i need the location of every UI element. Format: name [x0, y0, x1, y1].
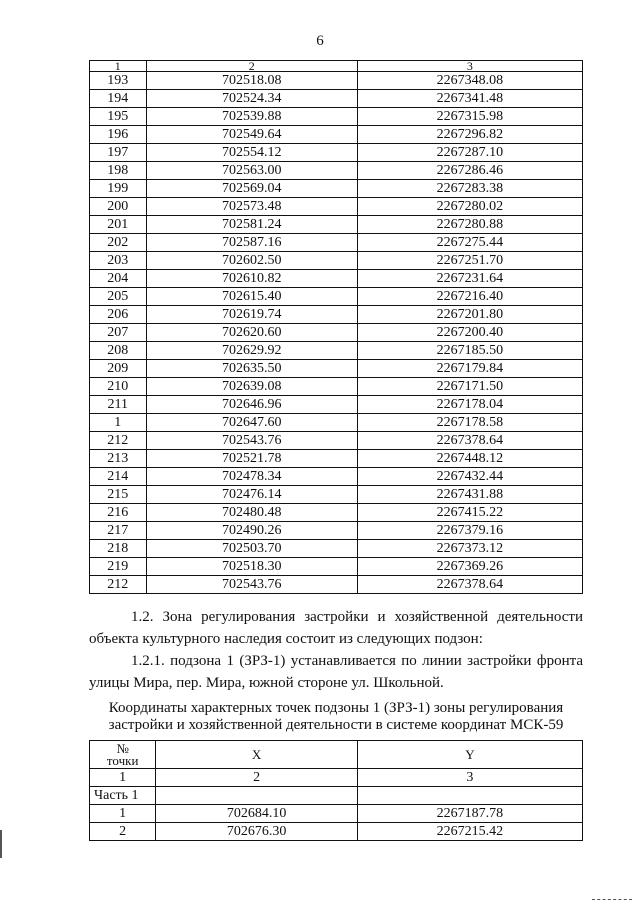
point-number-cell: 199	[90, 180, 147, 198]
table-row	[90, 486, 583, 504]
y-coordinate-cell: 2267448.12	[357, 450, 582, 468]
table-row	[90, 342, 583, 360]
point-number-cell: 203	[90, 252, 147, 270]
x-coordinate-cell: 702602.50	[146, 252, 357, 270]
header-cell: 1	[90, 61, 147, 72]
header-cell: 2	[146, 61, 357, 72]
x-coordinate-cell: 702490.26	[146, 522, 357, 540]
y-coordinate-cell: 2267348.08	[357, 72, 582, 90]
table-row	[90, 288, 583, 306]
x-coordinate-cell: 702563.00	[146, 162, 357, 180]
part-label: Часть 1	[90, 787, 156, 805]
x-coordinate-cell: 702543.76	[146, 432, 357, 450]
table-row	[90, 396, 583, 414]
point-number-cell: 218	[90, 540, 147, 558]
point-number-cell: 202	[90, 234, 147, 252]
x-coordinate-cell: 702587.16	[146, 234, 357, 252]
x-coordinate-cell: 702646.96	[146, 396, 357, 414]
empty-cell	[156, 787, 358, 805]
y-coordinate-cell: 2267231.64	[357, 270, 582, 288]
point-number-cell: 212	[90, 576, 147, 594]
table-row	[90, 823, 583, 841]
y-coordinate-cell: 2267296.82	[357, 126, 582, 144]
x-coordinate-cell: 702521.78	[146, 450, 357, 468]
point-number-cell: 212	[90, 432, 147, 450]
x-coordinate-cell: 702554.12	[146, 144, 357, 162]
subzone-index-row	[90, 769, 583, 787]
point-number-cell: 198	[90, 162, 147, 180]
x-coordinate-cell: 702639.08	[146, 378, 357, 396]
y-coordinate-cell: 2267415.22	[357, 504, 582, 522]
paragraph-subzone-description: 1.2.1. подзона 1 (ЗРЗ-1) устанавливается по линии застройки фронта улицы Мира, пер. Мира, южной стороне ул. Школьной.	[89, 653, 583, 691]
subzone-header-row	[90, 741, 583, 769]
point-number-header-line: точки	[106, 752, 139, 768]
point-number-cell: 219	[90, 558, 147, 576]
subzone-table-body	[90, 741, 583, 841]
x-coordinate-cell: 702647.60	[146, 414, 357, 432]
point-number-header-line: №	[116, 740, 129, 756]
table-row	[90, 414, 583, 432]
point-number-cell: 205	[90, 288, 147, 306]
table-row	[90, 72, 583, 90]
x-coordinate-cell: 702676.30	[156, 823, 358, 841]
point-number-cell: 217	[90, 522, 147, 540]
point-number-cell: 196	[90, 126, 147, 144]
x-coordinate-cell: 702684.10	[156, 805, 358, 823]
section-title	[89, 700, 583, 734]
x-coordinate-cell: 702615.40	[146, 288, 357, 306]
y-coordinate-cell: 2267378.64	[357, 432, 582, 450]
y-coordinate-cell: 2267171.50	[357, 378, 582, 396]
coordinates-table-body	[90, 61, 583, 594]
table-row	[90, 522, 583, 540]
point-number-cell: 195	[90, 108, 147, 126]
point-number-header	[90, 741, 156, 769]
y-coordinate-cell: 2267280.02	[357, 198, 582, 216]
x-coordinate-cell: 702539.88	[146, 108, 357, 126]
table-row	[90, 504, 583, 522]
table-row	[90, 306, 583, 324]
table-row	[90, 252, 583, 270]
table-row	[90, 198, 583, 216]
section-title-line: застройки и хозяйственной деятельности в системе координат МСК-59	[108, 717, 564, 733]
table-row	[90, 270, 583, 288]
table-row	[90, 108, 583, 126]
point-number-cell: 1	[90, 414, 147, 432]
table-row	[90, 468, 583, 486]
page-number: 6	[316, 33, 324, 49]
y-coordinate-cell: 2267178.04	[357, 396, 582, 414]
x-coordinate-cell: 702620.60	[146, 324, 357, 342]
x-coordinate-cell: 702635.50	[146, 360, 357, 378]
point-number-cell: 200	[90, 198, 147, 216]
point-number-cell: 210	[90, 378, 147, 396]
point-number-cell: 194	[90, 90, 147, 108]
x-coordinate-cell: 702549.64	[146, 126, 357, 144]
point-number-cell: 213	[90, 450, 147, 468]
y-header: Y	[357, 741, 582, 769]
x-coordinate-cell: 702518.30	[146, 558, 357, 576]
table-row	[90, 432, 583, 450]
table-row	[90, 180, 583, 198]
x-coordinate-cell: 702543.76	[146, 576, 357, 594]
y-coordinate-cell: 2267379.16	[357, 522, 582, 540]
table-row	[90, 576, 583, 594]
y-coordinate-cell: 2267200.40	[357, 324, 582, 342]
point-number-cell: 1	[90, 805, 156, 823]
x-coordinate-cell: 702573.48	[146, 198, 357, 216]
index-cell: 3	[357, 769, 582, 787]
table-row	[90, 90, 583, 108]
coordinates-header-row	[90, 61, 583, 72]
y-coordinate-cell: 2267187.78	[357, 805, 582, 823]
point-number-cell: 209	[90, 360, 147, 378]
table-row	[90, 450, 583, 468]
y-coordinate-cell: 2267275.44	[357, 234, 582, 252]
empty-cell	[357, 787, 582, 805]
point-number-cell: 207	[90, 324, 147, 342]
y-coordinate-cell: 2267179.84	[357, 360, 582, 378]
y-coordinate-cell: 2267283.38	[357, 180, 582, 198]
x-coordinate-cell: 702518.08	[146, 72, 357, 90]
y-coordinate-cell: 2267287.10	[357, 144, 582, 162]
y-coordinate-cell: 2267378.64	[357, 576, 582, 594]
table-row	[90, 324, 583, 342]
index-cell: 1	[90, 769, 156, 787]
table-row	[90, 234, 583, 252]
point-number-cell: 204	[90, 270, 147, 288]
point-number-cell: 214	[90, 468, 147, 486]
x-coordinate-cell: 702476.14	[146, 486, 357, 504]
x-coordinate-cell: 702619.74	[146, 306, 357, 324]
point-number-cell: 215	[90, 486, 147, 504]
y-coordinate-cell: 2267201.80	[357, 306, 582, 324]
table-row	[90, 144, 583, 162]
y-coordinate-cell: 2267369.26	[357, 558, 582, 576]
point-number-cell: 208	[90, 342, 147, 360]
table-row	[90, 360, 583, 378]
y-coordinate-cell: 2267373.12	[357, 540, 582, 558]
y-coordinate-cell: 2267431.88	[357, 486, 582, 504]
table-row	[90, 378, 583, 396]
x-coordinate-cell: 702581.24	[146, 216, 357, 234]
x-coordinate-cell: 702524.34	[146, 90, 357, 108]
table-row	[90, 162, 583, 180]
x-coordinate-cell: 702629.92	[146, 342, 357, 360]
x-coordinate-cell: 702569.04	[146, 180, 357, 198]
x-coordinate-cell: 702610.82	[146, 270, 357, 288]
scan-edge-mark	[0, 830, 2, 858]
table-row	[90, 540, 583, 558]
point-number-cell: 211	[90, 396, 147, 414]
y-coordinate-cell: 2267185.50	[357, 342, 582, 360]
header-cell: 3	[357, 61, 582, 72]
table-row	[90, 805, 583, 823]
y-coordinate-cell: 2267286.46	[357, 162, 582, 180]
section-title-line: Координаты характерных точек подзоны 1 (ЗРЗ-1) зоны регулирования	[108, 700, 564, 716]
point-number-cell: 197	[90, 144, 147, 162]
y-coordinate-cell: 2267251.70	[357, 252, 582, 270]
point-number-cell: 216	[90, 504, 147, 522]
y-coordinate-cell: 2267178.58	[357, 414, 582, 432]
x-coordinate-cell: 702478.34	[146, 468, 357, 486]
table-row	[90, 558, 583, 576]
coordinates-table	[89, 60, 583, 594]
x-header: X	[156, 741, 358, 769]
point-number-cell: 206	[90, 306, 147, 324]
point-number-cell: 193	[90, 72, 147, 90]
subzone-coordinates-table	[89, 740, 583, 841]
y-coordinate-cell: 2267315.98	[357, 108, 582, 126]
y-coordinate-cell: 2267216.40	[357, 288, 582, 306]
index-cell: 2	[156, 769, 358, 787]
point-number-cell: 201	[90, 216, 147, 234]
part-row	[90, 787, 583, 805]
x-coordinate-cell: 702503.70	[146, 540, 357, 558]
table-row	[90, 126, 583, 144]
point-number-cell: 2	[90, 823, 156, 841]
paragraph-zone-description: 1.2. Зона регулирования застройки и хозяйственной деятельности объекта культурного наследия состоит из следующих подзон:	[89, 609, 583, 647]
x-coordinate-cell: 702480.48	[146, 504, 357, 522]
table-row	[90, 216, 583, 234]
y-coordinate-cell: 2267341.48	[357, 90, 582, 108]
y-coordinate-cell: 2267280.88	[357, 216, 582, 234]
y-coordinate-cell: 2267432.44	[357, 468, 582, 486]
scan-corner-mark	[592, 899, 632, 901]
y-coordinate-cell: 2267215.42	[357, 823, 582, 841]
